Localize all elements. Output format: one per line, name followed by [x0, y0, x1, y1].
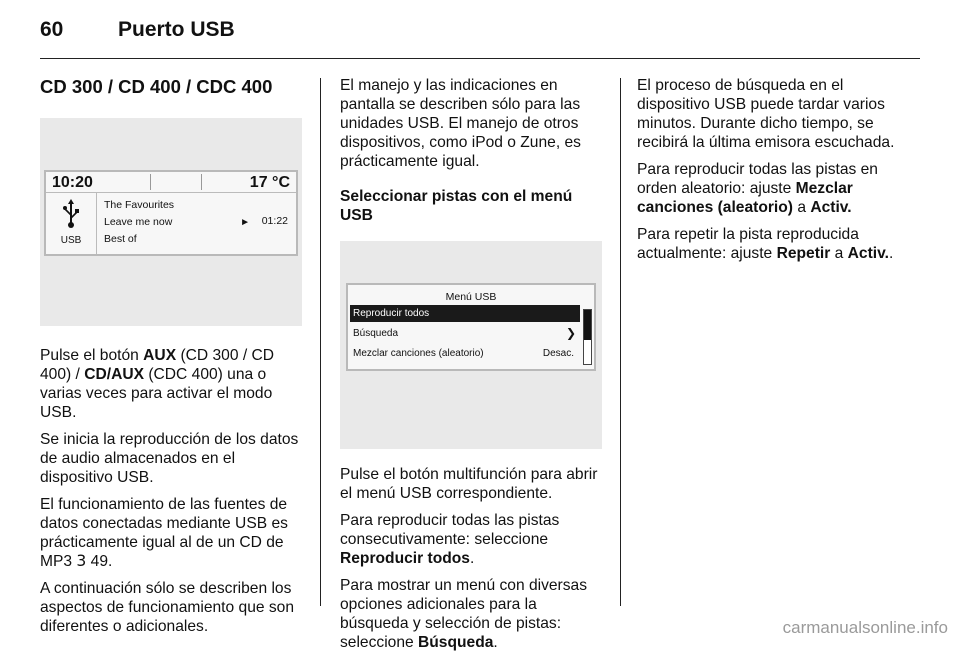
- page-number: 60: [40, 18, 64, 41]
- menu-photo: [340, 241, 602, 449]
- option-value: Desac.: [542, 348, 574, 359]
- lcd-photo: [40, 118, 302, 326]
- setting-value-activ: Activ.: [810, 199, 852, 216]
- page-title: Puerto USB: [118, 18, 235, 41]
- menu-scrollbar: [583, 309, 592, 365]
- track-item: Best of: [104, 233, 137, 245]
- column-2: [340, 76, 604, 660]
- column-divider-1: [320, 78, 321, 606]
- button-name-cd-aux: CD/AUX: [84, 366, 144, 383]
- menu-title: Menú USB: [445, 291, 497, 303]
- header-rule: [40, 58, 920, 59]
- lcd-body: [46, 193, 296, 254]
- setting-name-mezclar: Mezclar canciones (aleatorio): [637, 180, 853, 216]
- paragraph: Pulse el botón AUX (CD 300 / CD 400) / CD/AUX (CDC 400) una o varias veces para activar el modo USB.: [40, 347, 275, 421]
- play-icon: ►: [240, 217, 250, 228]
- paragraph: Para mostrar un menú con diversas opciones adicionales para la búsqueda y selección de pistas: seleccione Búsqueda.: [340, 577, 588, 651]
- paragraph: El proceso de búsqueda en el dispositivo USB puede tardar varios minutos. Durante dicho tiempo, se recibirá la última emisora escuchada.: [637, 77, 895, 151]
- paragraph: Para reproducir todas las pistas consecutivamente: seleccione Reproducir todos.: [340, 512, 560, 567]
- scrollbar-thumb: [584, 310, 591, 340]
- paragraph: A continuación sólo se describen los aspectos de funcionamiento que son diferentes o adicionales.: [40, 580, 295, 635]
- subheading: Seleccionar pistas con el menú USB: [340, 188, 573, 224]
- usb-source-box: [46, 193, 97, 254]
- column-3: [637, 76, 909, 271]
- lcd-temperature: 17 °C: [249, 174, 290, 191]
- column-1: [40, 76, 304, 644]
- lcd-separator: [201, 174, 202, 190]
- lcd-time: 10:20: [52, 174, 93, 191]
- paragraph: Se inicia la reproducción de los datos de audio almacenados en el dispositivo USB.: [40, 431, 299, 486]
- section-title: CD 300 / CD 400 / CDC 400: [40, 76, 273, 97]
- column-divider-2: [620, 78, 621, 606]
- usb-label: USB: [60, 235, 82, 246]
- usb-icon: [62, 199, 80, 229]
- paragraph: Para repetir la pista reproducida actualmente: ajuste Repetir a Activ..: [637, 226, 894, 262]
- track-item: The Favourites: [104, 199, 175, 211]
- button-name-aux: AUX: [143, 347, 177, 364]
- menu-name-reproducir-todos: Reproducir todos: [340, 550, 470, 567]
- menu-item-mezclar: Mezclar canciones (aleatorio) Desac.: [350, 345, 580, 362]
- chevron-right-icon: ❯: [565, 326, 576, 340]
- paragraph: El funcionamiento de las fuentes de datos conectadas mediante USB es prácticamente igual al de un CD de MP3 3 49.: [40, 496, 288, 570]
- lcd-display: [44, 170, 298, 256]
- menu-item-reproducir-todos: Reproducir todos: [350, 305, 580, 322]
- menu-item-busqueda: Búsqueda ❯: [353, 326, 576, 340]
- menu-name-busqueda: Búsqueda: [418, 634, 494, 651]
- setting-name-repetir: Repetir: [776, 245, 831, 262]
- usb-menu-display: [346, 283, 596, 371]
- elapsed-time: 01:22: [261, 215, 288, 227]
- lcd-separator: [150, 174, 151, 190]
- watermark: carmanualsonline.info: [782, 618, 948, 637]
- paragraph: Para reproducir todas las pistas en orden aleatorio: ajuste Mezclar canciones (aleatorio) a Activ.: [637, 161, 878, 216]
- lcd-status-bar: [46, 172, 296, 193]
- track-item: Leave me now: [104, 216, 173, 228]
- arrow-ref-icon: 3: [76, 552, 87, 570]
- setting-value-activ: Activ.: [847, 245, 889, 262]
- paragraph: El manejo y las indicaciones en pantalla se describen sólo para las unidades USB. El manejo de otros dispositivos, como iPod o Zune, es prácticamente igual.: [340, 77, 581, 170]
- paragraph: Pulse el botón multifunción para abrir el menú USB correspondiente.: [340, 466, 598, 502]
